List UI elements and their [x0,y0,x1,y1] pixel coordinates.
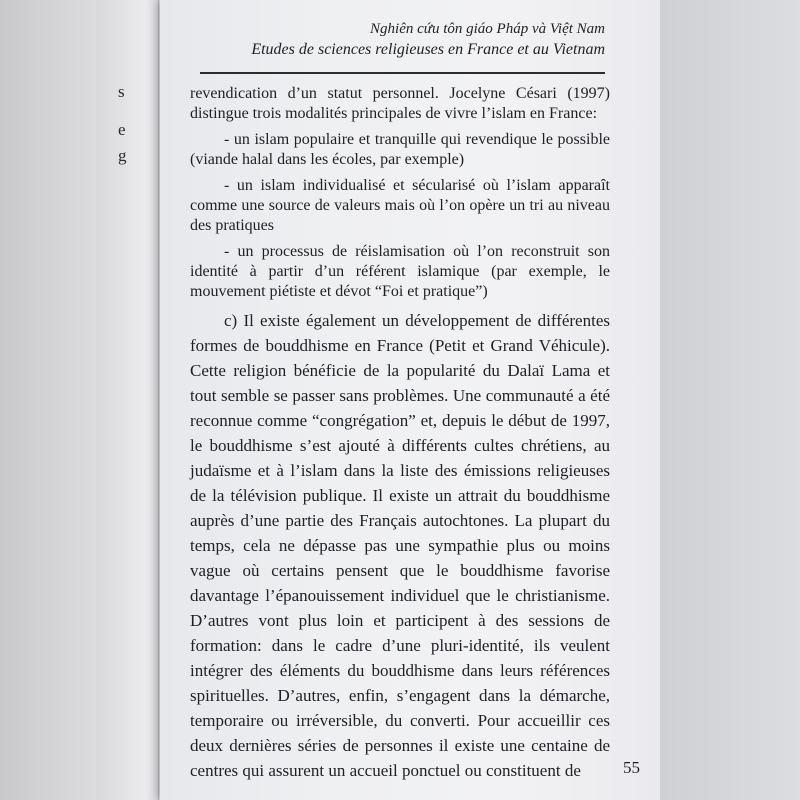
page-number: 55 [623,758,640,777]
left-page-fragment: e [118,120,126,139]
running-header [251,20,605,60]
left-page-fragment: g [118,146,127,165]
page-body [190,84,610,789]
header-french-title: Etudes de sciences religieuses en France et au Vietnam [251,41,605,58]
background-right [660,0,800,800]
left-page-edge [96,0,159,800]
header-rule [200,72,605,74]
list-item-reislamisation: - un processus de réislamisation où l’on reconstruit son identité à partir d’un référent islamique (par exemple, le mouvement piétiste et dévot “Foi et pratique”) [190,243,610,300]
list-item-individualized-islam: - un islam individualisé et sécularisé où l’islam apparaît comme une source de valeurs mais où l’on opère un tri au niveau des pratiques [190,177,610,234]
paragraph-intro: revendication d’un statut personnel. Jocelyne Césari (1997) distingue trois modalités principales de vivre l’islam en France: [190,85,610,122]
paragraph-buddhism: c) Il existe également un développement de différentes formes de bouddhisme en France (Petit et Grand Véhicule). Cette religion bénéficie de la popularité du Dalaï Lama et tout semble se passer sans problèmes. Une communauté a été reconnue comme “congrégation” et, depuis le début de 1997, le bouddhisme s’est ajouté à différents cultes chrétiens, au judaïsme et à l’islam dans la liste des émissions religieuses de la télévision publique. Il existe un attrait du bouddhisme auprès d’une partie des Français autochtones. La plupart du temps, cela ne dépasse pas une sympathie plus ou moins vague où certains pensent que le bouddhisme favorise davantage l’épanouissement individuel que le christianisme. D’autres vont plus loin et participent à des sessions de formation: dans le cadre d’une pluri-identité, ils veulent intégrer des éléments du bouddhisme dans leurs références spirituelles. D’autres, enfin, s’engagent dans la démarche, temporaire ou irréversible, du converti. Pour accueillir ces deux dernières séries de personnes il existe une centaine de centres qui assurent un accueil ponctuel ou constituent de [190,311,610,780]
book-page [160,0,660,800]
left-page-fragment: s [118,82,125,101]
list-item-popular-islam: - un islam populaire et tranquille qui revendique le possible (viande halal dans les écoles, par exemple) [190,131,610,168]
header-vietnamese-title: Nghiên cứu tôn giáo Pháp và Việt Nam [370,21,605,37]
